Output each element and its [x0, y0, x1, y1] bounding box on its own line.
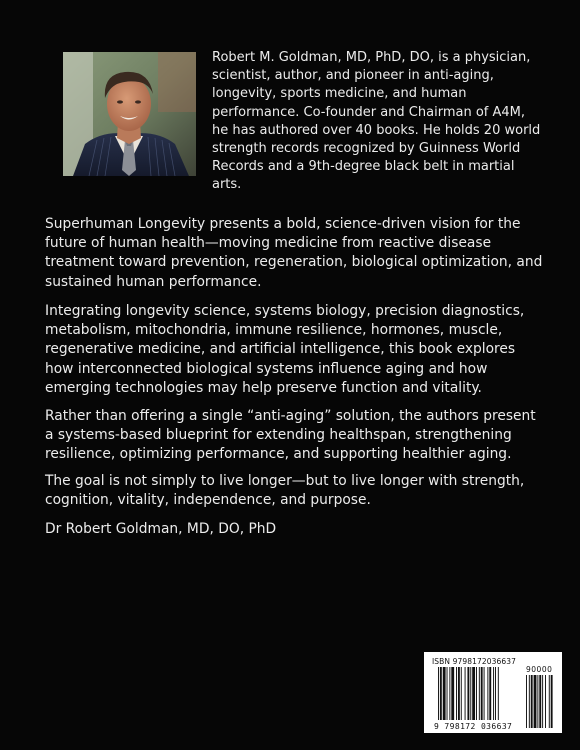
barcode-number: 9 798172 036637: [434, 722, 513, 731]
isbn-label: ISBN 9798172036637: [432, 657, 516, 666]
description-paragraph-2: Integrating longevity science, systems biology, precision diagnostics, metabolism, mitochondria, immune resilience, hormones, muscle, regenerative medicine, and artificial intelligence, this book explores how interconnected biological systems influence aging and how emerging technologies may help preserve function and vitality.: [45, 303, 525, 396]
author-photo: [63, 52, 196, 176]
price-code: 90000: [526, 665, 553, 674]
isbn-barcode: [424, 652, 562, 733]
author-signature: Dr Robert Goldman, MD, DO, PhD: [45, 521, 277, 537]
description-paragraph-3: Rather than offering a single “anti-aging” solution, the authors present a systems-based blueprint for extending healthspan, strengthening resilience, optimizing performance, and supporting healthier aging.: [45, 408, 536, 463]
description-paragraph-1: Superhuman Longevity presents a bold, science-driven vision for the future of human health—moving medicine from reactive disease treatment toward prevention, regeneration, biological optimization, and sustained human performance.: [45, 216, 543, 290]
author-portrait-image: [63, 52, 196, 176]
author-bio: Robert M. Goldman, MD, PhD, DO, is a physician, scientist, author, and pioneer in anti-aging, longevity, sports medicine, and human performance. Co-founder and Chairman of A4M, he has authored over 40 books. He holds 20 world strength records recognized by Guinness World Records and a 9th-degree black belt in martial arts.: [212, 50, 541, 193]
description-paragraph-4: The goal is not simply to live longer—but to live longer with strength, cognition, vitality, independence, and purpose.: [45, 473, 525, 509]
